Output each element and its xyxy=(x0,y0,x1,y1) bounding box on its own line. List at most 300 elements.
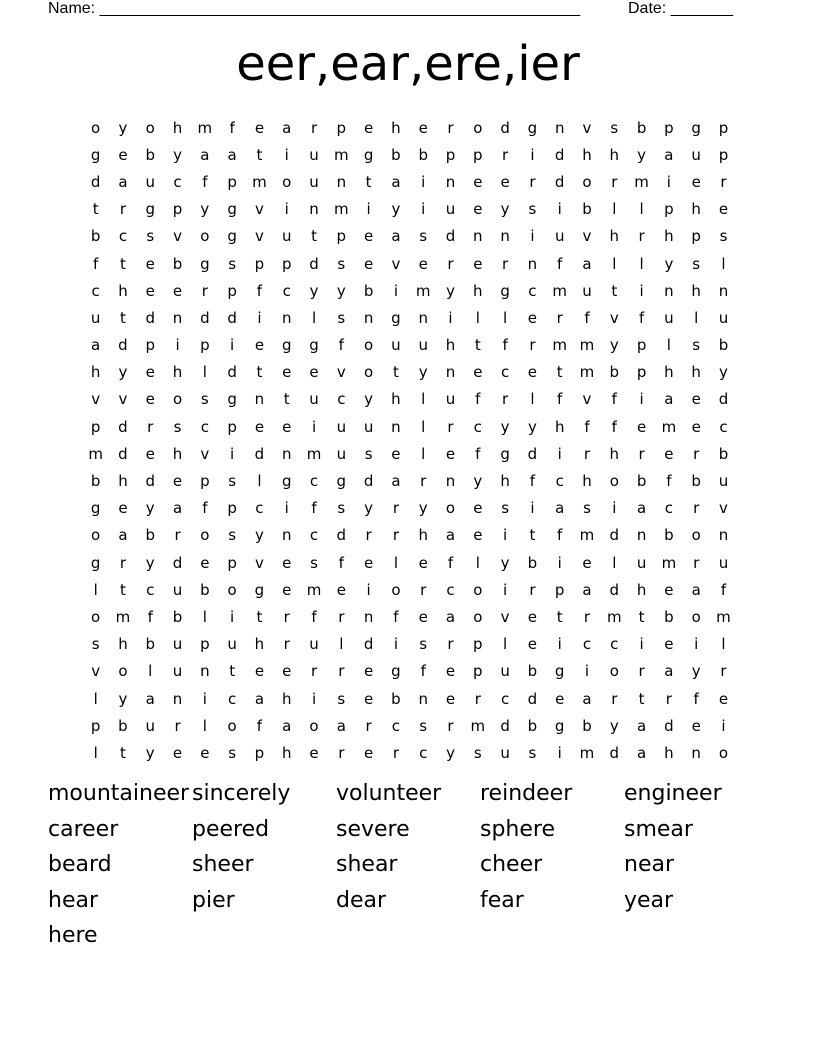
grid-cell: y xyxy=(500,200,510,219)
grid-cell: f xyxy=(502,336,508,355)
grid-cell: c xyxy=(528,281,537,300)
grid-cell: d xyxy=(145,308,155,327)
grid-cell: h xyxy=(609,444,620,463)
grid-cell: e xyxy=(145,281,155,300)
grid-cell: h xyxy=(281,743,292,762)
grid-cell: y xyxy=(500,553,510,572)
grid-cell: h xyxy=(609,145,620,164)
grid-cell: t xyxy=(256,363,263,382)
grid-cell: i xyxy=(584,662,590,681)
grid-cell: e xyxy=(691,390,701,409)
grid-cell: d xyxy=(118,444,128,463)
grid-cell: m xyxy=(334,200,349,219)
grid-cell: e xyxy=(172,743,183,762)
grid-cell: e xyxy=(309,363,319,382)
grid-cell: l xyxy=(148,662,153,681)
grid-cell: l xyxy=(202,363,207,382)
grid-cell: s xyxy=(200,390,209,409)
grid-cell: d xyxy=(445,227,456,246)
grid-cell: p xyxy=(636,363,647,382)
grid-cell: h xyxy=(445,336,456,355)
grid-cell: r xyxy=(392,526,399,545)
grid-cell: g xyxy=(254,580,265,599)
grid-cell: p xyxy=(172,200,183,219)
grid-cell: i xyxy=(639,635,644,654)
grid-cell: d xyxy=(609,580,620,599)
grid-cell: m xyxy=(470,716,486,735)
grid-cell: a xyxy=(664,145,674,164)
grid-cell: t xyxy=(556,363,563,382)
grid-cell: s xyxy=(501,499,510,518)
grid-cell: e xyxy=(527,607,538,626)
grid-cell: r xyxy=(583,607,591,626)
word-list-item: hear xyxy=(48,887,99,913)
grid-cell: s xyxy=(419,716,428,735)
grid-cell: u xyxy=(145,716,155,735)
grid-cell: t xyxy=(256,145,263,164)
grid-cell: d xyxy=(554,145,565,164)
grid-cell: b xyxy=(527,553,538,572)
grid-cell: i xyxy=(557,553,562,572)
grid-cell: r xyxy=(529,172,536,191)
grid-cell: r xyxy=(556,308,563,327)
grid-cell: r xyxy=(338,662,345,681)
grid-cell: a xyxy=(282,716,292,735)
grid-cell: y xyxy=(118,363,128,382)
grid-cell: e xyxy=(364,743,374,762)
grid-cell: i xyxy=(311,689,317,708)
grid-cell: d xyxy=(609,526,620,545)
grid-cell: g xyxy=(336,472,347,491)
grid-cell: u xyxy=(281,227,292,246)
word-list-item: volunteer xyxy=(336,781,442,806)
grid-cell: p xyxy=(200,336,210,355)
grid-cell: a xyxy=(391,472,401,491)
grid-cell: l xyxy=(721,635,726,654)
grid-cell: i xyxy=(311,417,317,436)
grid-cell: o xyxy=(91,118,101,137)
grid-cell: r xyxy=(338,743,345,762)
grid-cell: r xyxy=(283,635,290,654)
grid-cell: b xyxy=(582,200,592,219)
grid-cell: e xyxy=(664,444,674,463)
grid-cell: n xyxy=(281,526,292,545)
grid-cell: d xyxy=(200,308,210,327)
grid-cell: a xyxy=(636,716,647,735)
grid-cell: b xyxy=(145,145,155,164)
grid-cell: v xyxy=(582,390,592,409)
grid-cell: m xyxy=(306,444,322,463)
grid-cell: e xyxy=(473,254,483,273)
grid-cell: b xyxy=(391,689,401,708)
grid-cell: p xyxy=(281,254,292,273)
grid-cell: y xyxy=(145,743,155,762)
grid-cell: t xyxy=(92,200,99,219)
grid-cell: c xyxy=(582,635,592,654)
grid-cell: n xyxy=(445,472,456,491)
grid-cell: o xyxy=(473,580,483,599)
grid-cell: p xyxy=(445,145,456,164)
grid-cell: e xyxy=(718,689,729,708)
grid-cell: a xyxy=(227,145,237,164)
grid-cell: p xyxy=(227,499,237,518)
grid-cell: m xyxy=(579,743,595,762)
grid-cell: u xyxy=(309,390,319,409)
grid-cell: p xyxy=(336,118,347,137)
grid-cell: o xyxy=(582,172,592,191)
grid-cell: f xyxy=(256,281,263,300)
grid-cell: e xyxy=(364,227,374,246)
grid-cell: f xyxy=(557,526,563,545)
word-list-item: fear xyxy=(480,887,524,913)
grid-cell: m xyxy=(552,281,567,300)
grid-cell: h xyxy=(172,118,183,137)
word-list-item: peered xyxy=(192,816,270,842)
grid-cell: h xyxy=(281,689,292,708)
word-list-item: here xyxy=(48,923,98,949)
grid-cell: e xyxy=(282,662,292,681)
grid-cell: c xyxy=(309,472,319,491)
grid-cell: o xyxy=(691,607,701,626)
grid-cell: f xyxy=(720,580,727,599)
grid-cell: e xyxy=(254,336,265,355)
word-list-item: mountaineer xyxy=(48,781,190,806)
grid-cell: s xyxy=(692,254,701,273)
grid-cell: b xyxy=(718,444,729,463)
grid-cell: o xyxy=(691,526,701,545)
grid-cell: a xyxy=(664,662,674,681)
grid-cell: p xyxy=(473,662,483,681)
grid-cell: h xyxy=(172,363,183,382)
grid-cell: r xyxy=(447,635,454,654)
grid-cell: c xyxy=(146,580,155,599)
grid-cell: m xyxy=(606,607,622,626)
grid-cell: o xyxy=(609,662,619,681)
grid-cell: i xyxy=(284,145,289,164)
grid-cell: t xyxy=(392,363,399,382)
grid-cell: r xyxy=(720,662,727,681)
grid-cell: e xyxy=(473,200,483,219)
grid-cell: v xyxy=(582,118,592,137)
grid-cell: r xyxy=(147,417,154,436)
grid-cell: b xyxy=(664,607,674,626)
grid-cell: r xyxy=(502,254,509,273)
grid-cell: d xyxy=(145,472,155,491)
grid-cell: r xyxy=(611,172,618,191)
grid-cell: f xyxy=(393,607,399,626)
grid-cell: h xyxy=(691,200,701,219)
grid-cell: m xyxy=(579,526,595,545)
grid-cell: y xyxy=(418,363,428,382)
grid-cell: i xyxy=(393,281,398,300)
grid-cell: e xyxy=(691,716,701,735)
grid-cell: t xyxy=(638,607,645,626)
grid-cell: l xyxy=(503,635,508,654)
grid-cell: m xyxy=(716,607,731,626)
grid-cell: d xyxy=(227,308,237,327)
grid-cell: f xyxy=(93,254,99,273)
grid-cell: c xyxy=(91,281,100,300)
grid-cell: r xyxy=(693,499,700,518)
grid-cell: u xyxy=(391,336,401,355)
grid-cell: b xyxy=(718,336,729,355)
grid-cell: l xyxy=(475,553,480,572)
grid-cell: i xyxy=(257,308,262,327)
grid-cell: e xyxy=(282,363,292,382)
grid-cell: s xyxy=(528,743,537,762)
grid-cell: e xyxy=(145,254,155,273)
grid-cell: m xyxy=(306,580,322,599)
grid-cell: h xyxy=(691,281,701,300)
word-list-item: sphere xyxy=(480,816,556,842)
grid-cell: h xyxy=(90,363,101,382)
grid-cell: a xyxy=(555,499,565,518)
grid-cell: b xyxy=(418,145,428,164)
grid-cell: d xyxy=(363,635,374,654)
grid-cell: a xyxy=(445,526,456,545)
grid-cell: s xyxy=(419,227,428,246)
grid-cell: r xyxy=(420,580,427,599)
grid-cell: c xyxy=(173,172,182,191)
grid-cell: e xyxy=(418,553,428,572)
grid-cell: i xyxy=(284,499,289,518)
grid-cell: e xyxy=(172,281,183,300)
grid-cell: e xyxy=(200,743,210,762)
grid-cell: i xyxy=(366,200,371,219)
grid-cell: y xyxy=(391,200,401,219)
grid-cell: l xyxy=(93,743,98,762)
grid-cell: p xyxy=(227,172,237,191)
grid-cell: o xyxy=(309,716,319,735)
word-list-item: year xyxy=(624,887,674,913)
grid-cell: p xyxy=(200,635,210,654)
grid-cell: f xyxy=(256,716,263,735)
grid-cell: p xyxy=(200,472,210,491)
grid-cell: c xyxy=(309,526,319,545)
grid-cell: l xyxy=(393,553,398,572)
grid-cell: p xyxy=(554,580,565,599)
grid-cell: o xyxy=(473,118,483,137)
grid-cell: c xyxy=(337,390,346,409)
grid-cell: l xyxy=(202,607,207,626)
word-list-item: career xyxy=(48,816,119,842)
grid-cell: h xyxy=(500,472,510,491)
grid-cell: a xyxy=(91,336,101,355)
grid-cell: m xyxy=(252,172,267,191)
grid-cell: f xyxy=(147,607,153,626)
grid-cell: u xyxy=(145,172,155,191)
name-label: Name: ______________________________________________________ xyxy=(48,0,581,17)
grid-cell: y xyxy=(364,499,374,518)
grid-cell: v xyxy=(719,499,728,518)
grid-cell: e xyxy=(118,499,128,518)
grid-cell: g xyxy=(691,118,701,137)
grid-cell: l xyxy=(421,417,426,436)
grid-cell: a xyxy=(582,580,592,599)
grid-cell: b xyxy=(145,526,155,545)
grid-cell: i xyxy=(557,635,562,654)
grid-cell: p xyxy=(718,118,729,137)
grid-cell: b xyxy=(200,580,210,599)
grid-cell: m xyxy=(634,172,649,191)
grid-cell: t xyxy=(529,526,536,545)
grid-cell: i xyxy=(448,308,453,327)
word-list-item: shear xyxy=(336,852,398,878)
grid-cell: a xyxy=(445,607,456,626)
grid-cell: o xyxy=(227,580,237,599)
grid-cell: h xyxy=(691,363,701,382)
grid-cell: e xyxy=(718,200,729,219)
grid-cell: v xyxy=(254,227,264,246)
grid-cell: r xyxy=(583,444,591,463)
grid-cell: d xyxy=(309,254,319,273)
grid-cell: r xyxy=(447,417,454,436)
grid-cell: n xyxy=(718,281,729,300)
word-list-item: dear xyxy=(336,887,387,913)
grid-cell: n xyxy=(500,227,510,246)
grid-cell: f xyxy=(557,390,563,409)
grid-cell: e xyxy=(254,662,265,681)
grid-cell: d xyxy=(363,472,374,491)
grid-cell: u xyxy=(227,635,237,654)
grid-cell: e xyxy=(691,172,701,191)
grid-cell: u xyxy=(336,417,347,436)
grid-cell: o xyxy=(200,227,210,246)
grid-cell: r xyxy=(638,227,645,246)
grid-cell: h xyxy=(664,743,674,762)
grid-cell: y xyxy=(173,145,182,164)
grid-cell: e xyxy=(145,444,155,463)
grid-cell: o xyxy=(364,363,374,382)
grid-cell: l xyxy=(503,308,508,327)
grid-cell: g xyxy=(554,662,565,681)
grid-cell: b xyxy=(363,281,374,300)
grid-cell: i xyxy=(557,444,562,463)
grid-cell: e xyxy=(254,417,265,436)
grid-cell: f xyxy=(693,689,699,708)
word-list-item: severe xyxy=(336,816,410,842)
grid-cell: h xyxy=(636,580,647,599)
grid-cell: v xyxy=(254,200,264,219)
grid-cell: f xyxy=(311,499,317,518)
grid-cell: y xyxy=(418,499,428,518)
grid-cell: m xyxy=(579,363,595,382)
grid-cell: h xyxy=(473,281,483,300)
grid-cell: n xyxy=(172,689,183,708)
word-list-item: engineer xyxy=(624,781,722,806)
grid-cell: s xyxy=(692,336,701,355)
grid-cell: n xyxy=(281,444,292,463)
grid-cell: b xyxy=(172,607,183,626)
grid-cell: n xyxy=(636,526,647,545)
grid-cell: u xyxy=(554,227,565,246)
grid-cell: g xyxy=(200,254,210,273)
grid-cell: i xyxy=(202,689,207,708)
grid-cell: b xyxy=(90,227,101,246)
grid-cell: v xyxy=(582,227,592,246)
grid-cell: d xyxy=(500,716,510,735)
grid-cell: m xyxy=(552,336,567,355)
grid-cell: n xyxy=(664,281,674,300)
grid-cell: v xyxy=(254,553,264,572)
grid-cell: h xyxy=(582,472,592,491)
grid-cell: p xyxy=(691,227,701,246)
grid-cell: o xyxy=(364,336,374,355)
grid-cell: y xyxy=(637,145,647,164)
grid-cell: f xyxy=(611,390,617,409)
grid-cell: e xyxy=(364,118,374,137)
grid-cell: r xyxy=(119,553,127,572)
grid-cell: i xyxy=(612,499,617,518)
grid-cell: t xyxy=(365,172,372,191)
grid-cell: m xyxy=(661,417,677,436)
grid-cell: c xyxy=(255,499,264,518)
grid-cell: r xyxy=(502,390,509,409)
grid-cell: b xyxy=(636,472,647,491)
grid-cell: h xyxy=(172,444,183,463)
grid-cell: e xyxy=(664,580,674,599)
grid-cell: u xyxy=(309,172,319,191)
grid-cell: e xyxy=(336,580,346,599)
grid-cell: p xyxy=(664,200,674,219)
grid-cell: r xyxy=(502,145,509,164)
grid-cell: p xyxy=(336,227,347,246)
grid-cell: a xyxy=(145,689,155,708)
grid-cell: n xyxy=(418,689,428,708)
grid-cell: u xyxy=(664,308,674,327)
grid-cell: r xyxy=(119,200,127,219)
grid-cell: f xyxy=(475,444,481,463)
grid-cell: a xyxy=(336,716,346,735)
grid-cell: u xyxy=(172,635,183,654)
grid-cell: n xyxy=(691,743,701,762)
grid-cell: i xyxy=(503,526,508,545)
grid-cell: p xyxy=(227,417,237,436)
grid-cell: d xyxy=(609,743,620,762)
grid-cell: i xyxy=(230,607,235,626)
grid-cell: a xyxy=(636,499,647,518)
page-title: eer,ear,ere,ier xyxy=(236,36,580,92)
grid-cell: y xyxy=(145,553,155,572)
grid-cell: c xyxy=(446,580,455,599)
grid-cell: e xyxy=(200,553,210,572)
grid-cell: r xyxy=(420,472,427,491)
grid-cell: e xyxy=(418,254,428,273)
grid-cell: l xyxy=(530,390,535,409)
grid-cell: f xyxy=(611,417,617,436)
grid-cell: b xyxy=(527,716,538,735)
grid-cell: s xyxy=(146,227,155,246)
grid-cell: u xyxy=(718,553,729,572)
grid-cell: o xyxy=(172,390,183,409)
grid-cell: e xyxy=(582,553,592,572)
grid-cell: c xyxy=(610,635,619,654)
grid-cell: u xyxy=(500,743,510,762)
grid-cell: y xyxy=(664,254,674,273)
grid-cell: r xyxy=(693,553,700,572)
grid-cell: h xyxy=(391,118,401,137)
word-list-item: near xyxy=(624,852,675,878)
grid-cell: p xyxy=(90,417,101,436)
grid-cell: o xyxy=(91,526,101,545)
grid-cell: v xyxy=(91,390,101,409)
grid-cell: b xyxy=(145,635,155,654)
grid-cell: r xyxy=(201,281,208,300)
grid-cell: e xyxy=(473,499,483,518)
grid-cell: t xyxy=(556,607,563,626)
grid-cell: l xyxy=(202,716,207,735)
grid-cell: g xyxy=(391,662,401,681)
